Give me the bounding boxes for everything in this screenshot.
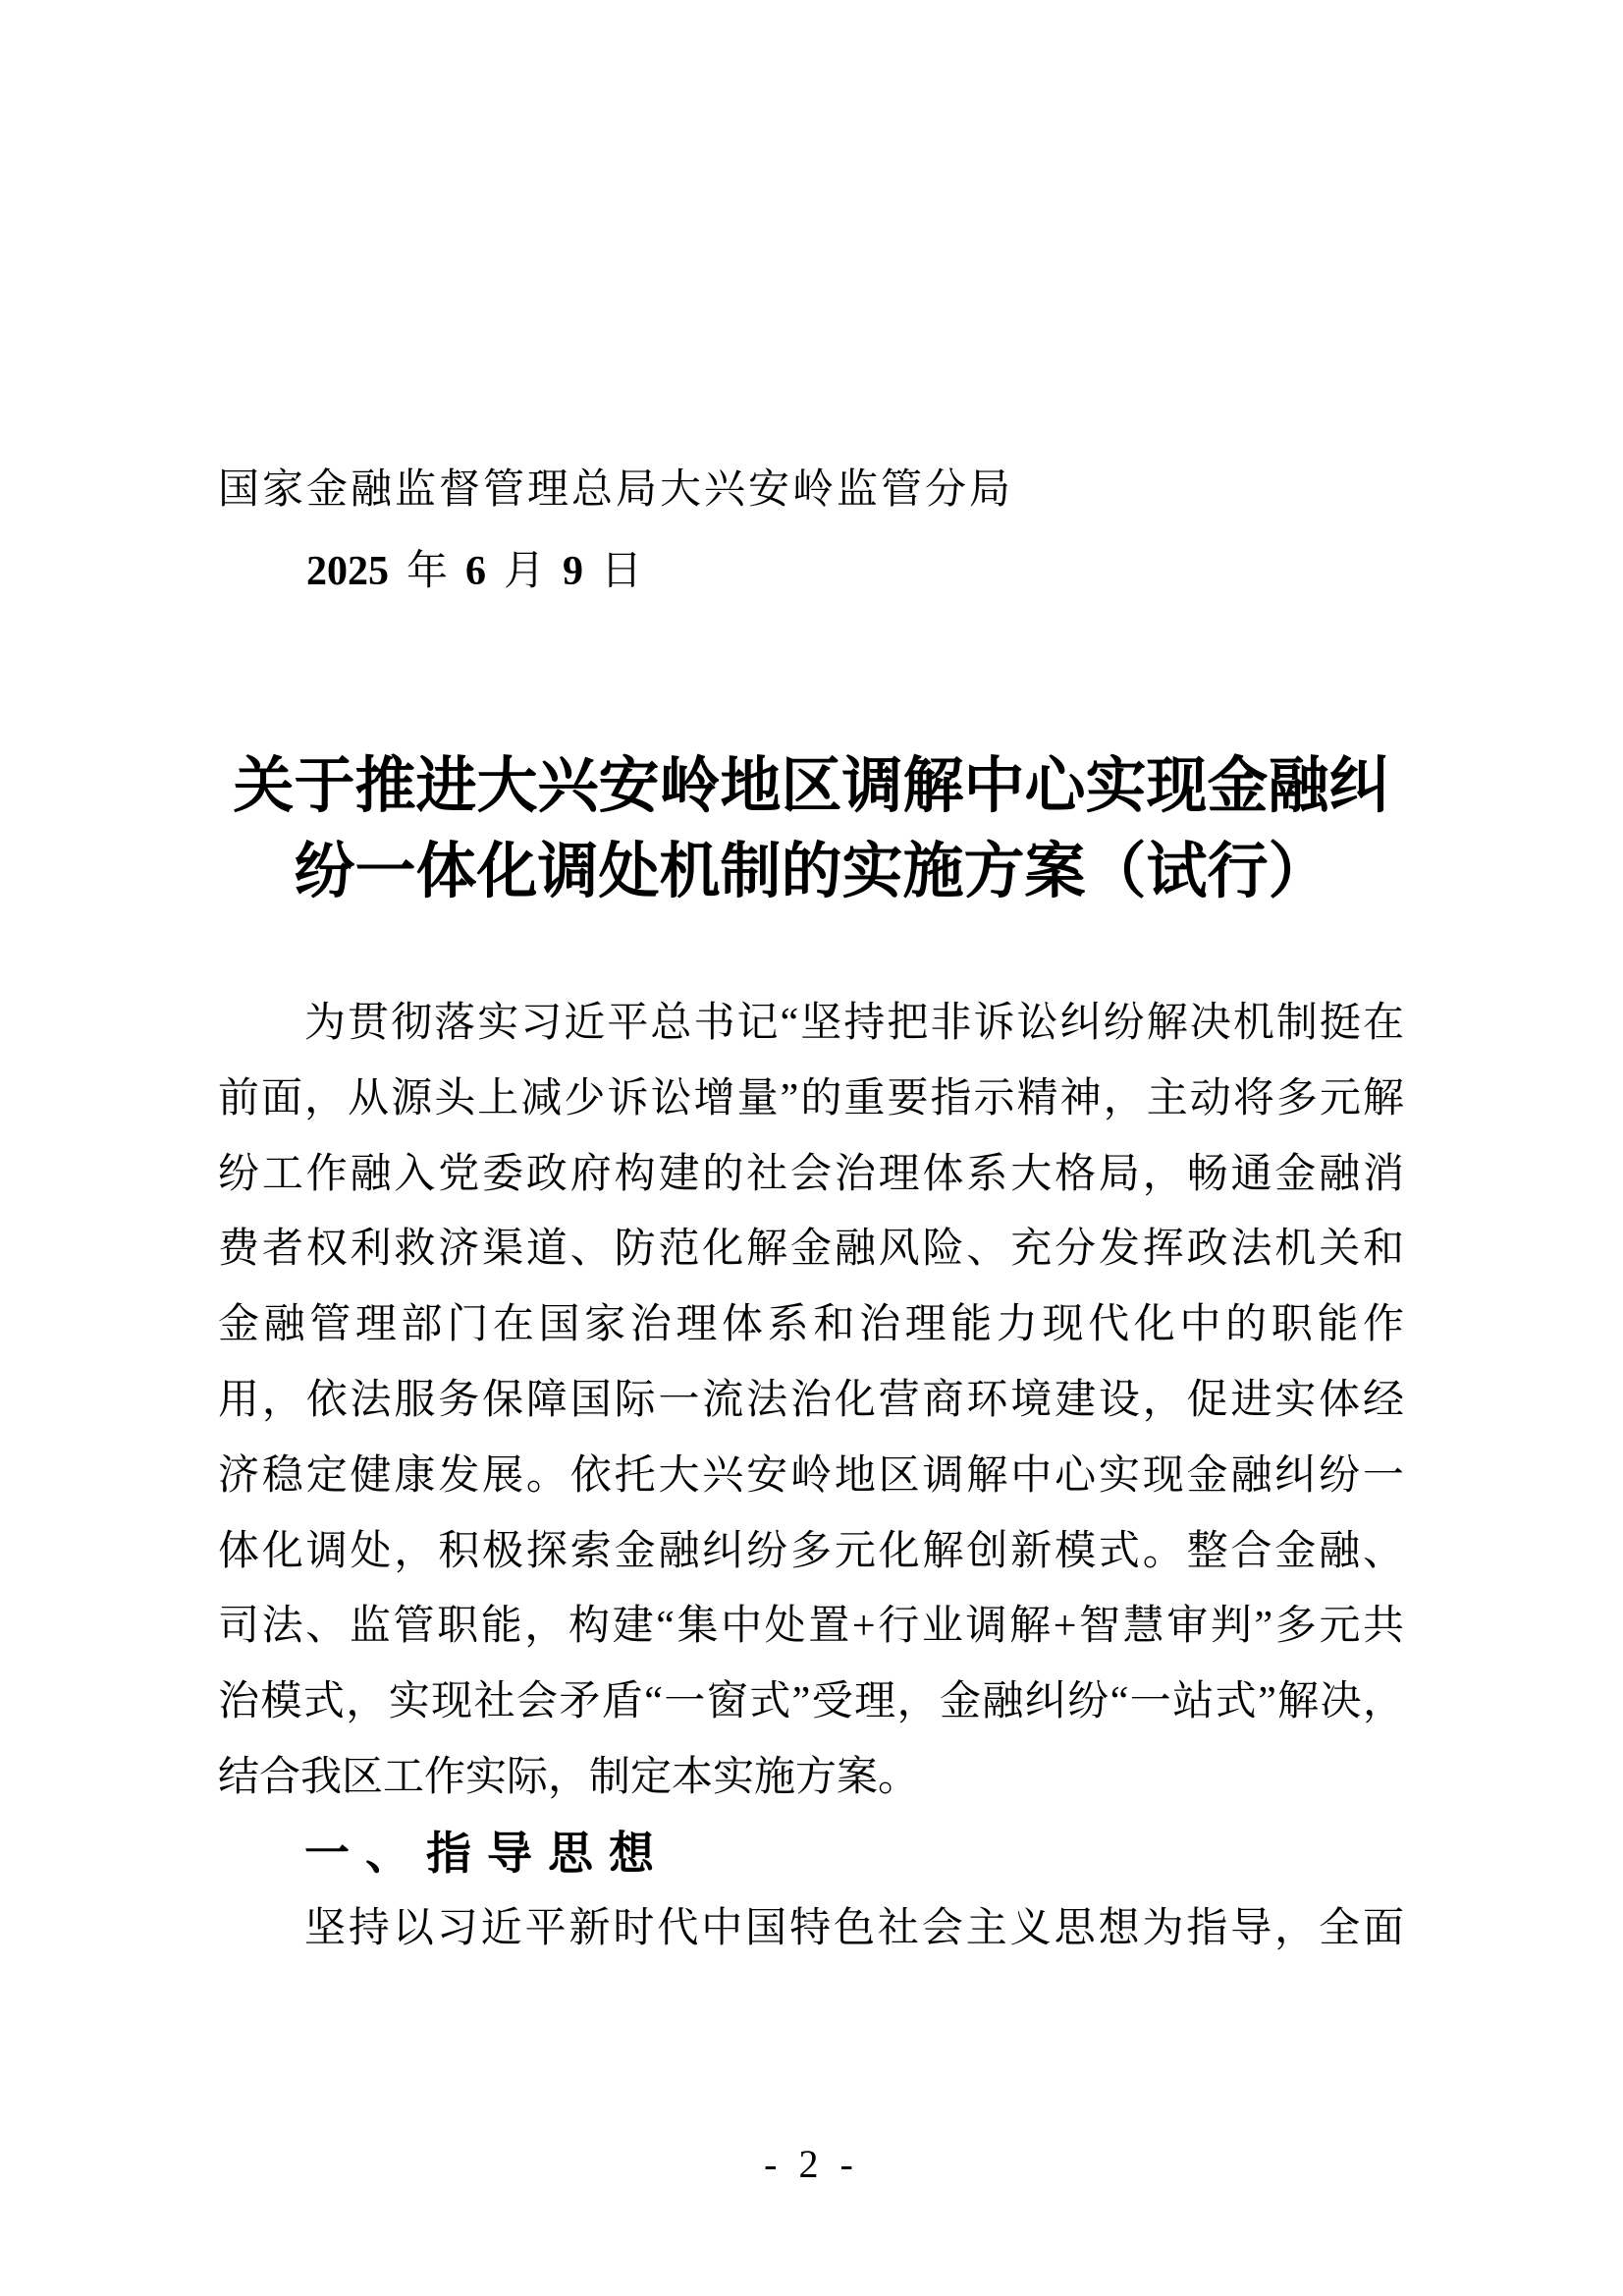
title-line-1: 关于推进大兴安岭地区调解中心实现金融纠 xyxy=(233,753,1390,820)
date-year-unit: 年 xyxy=(406,549,449,594)
paragraph1-line-6: 用，依法服务保障国际一流法治化营商环境建设，促进实体经 xyxy=(218,1377,1404,1423)
paragraph1-line-4: 费者权利救济渠道、防范化解金融风险、充分发挥政法机关和 xyxy=(218,1227,1404,1273)
paragraph1-line-9: 司法、监管职能，构建“集中处置+行业调解+智慧审判”多元共 xyxy=(218,1604,1404,1650)
page-number: - 2 - xyxy=(764,2142,859,2186)
section-heading: 一、指导思想 xyxy=(304,1827,670,1879)
date-day: 9 xyxy=(563,549,584,594)
date-year: 2025 xyxy=(306,549,389,594)
issuer-line: 国家金融监督管理总局大兴安岭监管分局 xyxy=(218,467,1014,513)
paragraph1-line-11: 结合我区工作实际，制定本实施方案。 xyxy=(218,1754,920,1800)
date-month-unit: 月 xyxy=(504,549,546,594)
date-line xyxy=(218,542,642,601)
date-month: 6 xyxy=(465,549,487,594)
document-body xyxy=(218,986,1404,1966)
paragraph1-line-5: 金融管理部门在国家治理体系和治理能力现代化中的职能作 xyxy=(218,1302,1404,1348)
paragraph1-line-2: 前面，从源头上减少诉讼增量”的重要指示精神，主动将多元解 xyxy=(218,1075,1404,1121)
title-line-2: 纷一体化调处机制的实施方案（试行） xyxy=(294,839,1329,905)
paragraph1-line-1: 为贯彻落实习近平总书记“坚持把非诉讼纠纷解决机制挺在 xyxy=(304,1001,1404,1046)
document-title xyxy=(0,744,1623,915)
date-day-unit: 日 xyxy=(601,549,643,594)
paragraph1-line-10: 治模式，实现社会矛盾“一窗式”受理，金融纠纷“一站式”解决， xyxy=(218,1679,1404,1725)
paragraph1-line-8: 体化调处，积极探索金融纠纷多元化解创新模式。整合金融、 xyxy=(218,1528,1404,1574)
paragraph2-line-1: 坚持以习近平新时代中国特色社会主义思想为指导，全面 xyxy=(304,1905,1404,1951)
paragraph1-line-7: 济稳定健康发展。依托大兴安岭地区调解中心实现金融纠纷一 xyxy=(218,1452,1404,1499)
paragraph1-line-3: 纷工作融入党委政府构建的社会治理体系大格局，畅通金融消 xyxy=(218,1151,1404,1197)
